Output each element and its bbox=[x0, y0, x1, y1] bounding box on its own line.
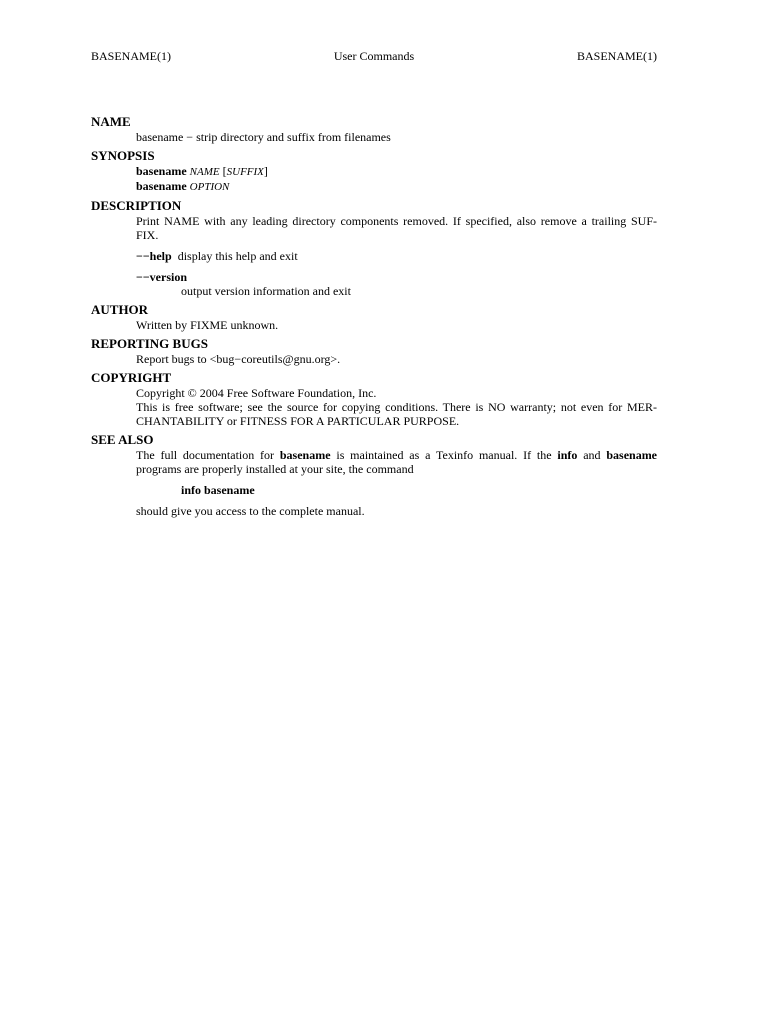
section-see-also bbox=[91, 432, 657, 518]
section-copyright bbox=[91, 370, 657, 428]
see-also-bold-basename-2: basename bbox=[606, 448, 658, 462]
section-description bbox=[91, 198, 657, 298]
see-also-text-2: is maintained as a Texinfo manual. If the bbox=[330, 448, 558, 462]
synopsis-line-1 bbox=[136, 164, 657, 179]
name-text: basename − strip directory and suffix from filenames bbox=[136, 130, 391, 144]
copyright-line-2: This is free software; see the source for copying conditions. There is NO warranty; not even for MER- bbox=[136, 400, 657, 414]
reporting-bugs-text: Report bugs to <bug−coreutils@gnu.org>. bbox=[136, 352, 341, 366]
copyright-line-3: CHANTABILITY or FITNESS FOR A PARTICULAR PURPOSE. bbox=[136, 414, 460, 428]
header-left: BASENAME(1) bbox=[91, 49, 171, 63]
see-also-bold-info: info bbox=[557, 448, 578, 462]
option-version-name: −−version bbox=[136, 270, 188, 284]
author-text: Written by FIXME unknown. bbox=[136, 318, 279, 332]
section-heading-reporting-bugs: REPORTING BUGS bbox=[91, 336, 208, 351]
section-reporting-bugs bbox=[91, 336, 657, 366]
man-page-body bbox=[91, 114, 657, 522]
section-heading-author: AUTHOR bbox=[91, 302, 149, 317]
section-heading-name: NAME bbox=[91, 114, 131, 129]
section-synopsis bbox=[91, 148, 657, 194]
section-author bbox=[91, 302, 657, 332]
synopsis-bracket-close: ] bbox=[263, 164, 268, 178]
synopsis-command-2: basename bbox=[136, 179, 187, 193]
section-name bbox=[91, 114, 657, 144]
see-also-text-1: The full documentation for bbox=[136, 448, 280, 462]
see-also-line-1 bbox=[136, 448, 657, 462]
section-heading-synopsis: SYNOPSIS bbox=[91, 148, 155, 163]
description-line-1: Print NAME with any leading directory components removed. If specified, also remove a trailing SUF- bbox=[136, 214, 657, 228]
copyright-line-1: Copyright © 2004 Free Software Foundation, Inc. bbox=[136, 386, 377, 400]
header-right: BASENAME(1) bbox=[577, 49, 657, 63]
section-heading-description: DESCRIPTION bbox=[91, 198, 182, 213]
section-heading-copyright: COPYRIGHT bbox=[91, 370, 172, 385]
option-help-name: −−help bbox=[136, 249, 172, 263]
see-also-bold-basename: basename bbox=[279, 448, 331, 462]
see-also-text-3: and bbox=[577, 448, 607, 462]
description-line-2: FIX. bbox=[136, 228, 159, 242]
synopsis-option-arg: OPTION bbox=[189, 181, 230, 193]
option-help-desc: display this help and exit bbox=[177, 249, 298, 263]
synopsis-bracket-open: [ bbox=[219, 164, 227, 178]
synopsis-name-arg: NAME bbox=[189, 166, 220, 178]
header-center: User Commands bbox=[333, 49, 415, 63]
section-heading-see-also: SEE ALSO bbox=[91, 432, 154, 447]
synopsis-suffix-arg: SUFFIX bbox=[226, 166, 264, 178]
page-header bbox=[91, 49, 657, 65]
synopsis-line-2 bbox=[136, 179, 657, 194]
see-also-closing: should give you access to the complete manual. bbox=[136, 504, 365, 518]
option-version-desc: output version information and exit bbox=[181, 284, 351, 298]
see-also-line-2: programs are properly installed at your site, the command bbox=[136, 462, 414, 476]
synopsis-command: basename bbox=[136, 164, 187, 178]
see-also-command: info basename bbox=[181, 483, 255, 497]
option-help bbox=[136, 249, 657, 263]
option-version bbox=[136, 270, 657, 284]
